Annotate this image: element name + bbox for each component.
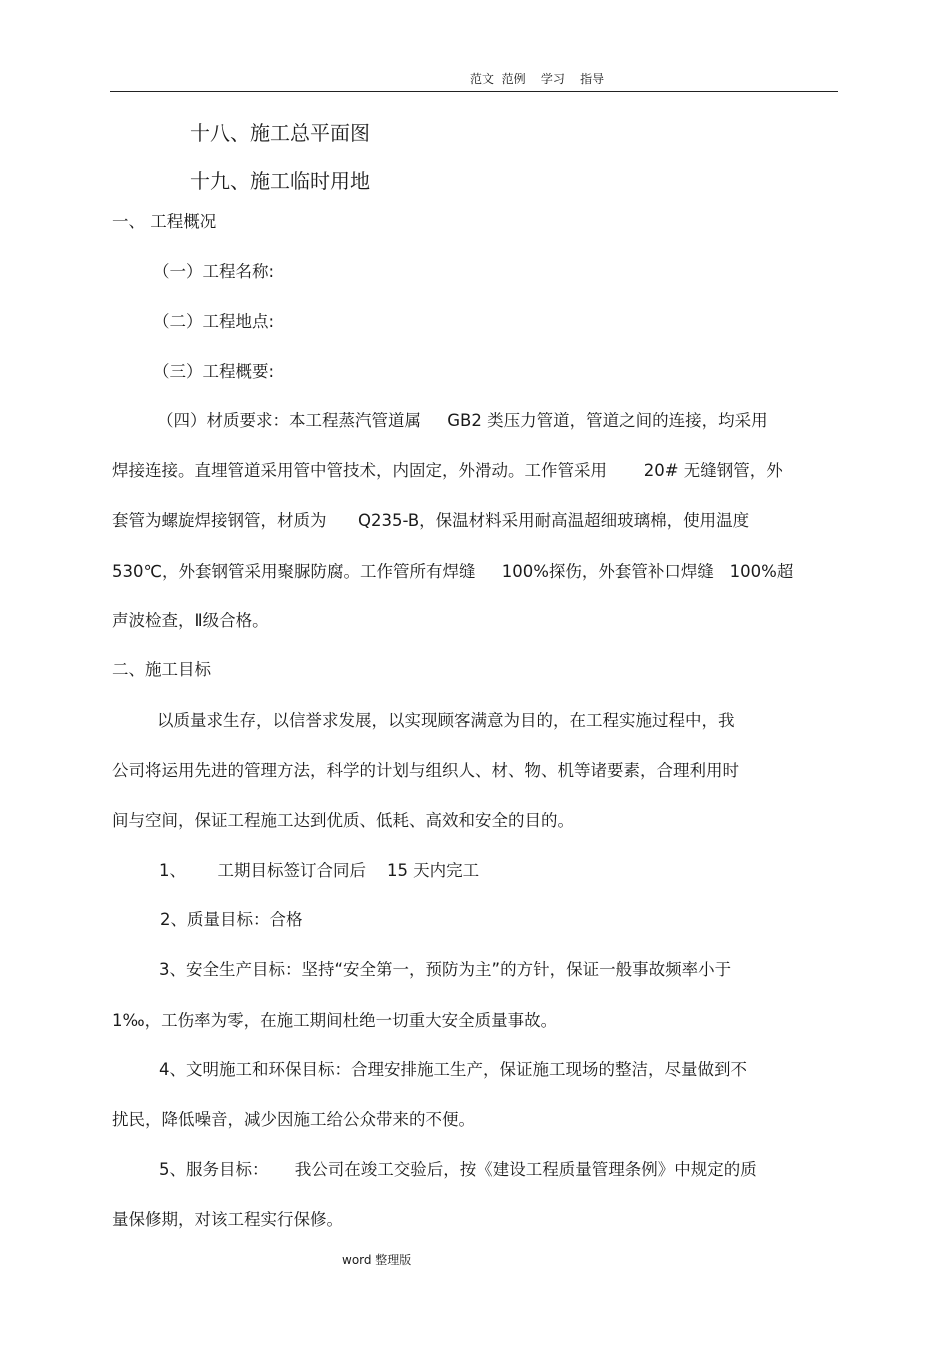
material-para-line: （四）材质要求：本工程蒸汽管道属 GB2 类压力管道，管道之间的连接，均采用: [157, 411, 768, 430]
service-goal-line: 量保修期，对该工程实行保修。: [112, 1210, 343, 1229]
page-footer: word 整理版: [342, 1253, 412, 1267]
material-para-line: 套管为螺旋焊接钢管，材质为 Q235-B，保温材料采用耐高温超细玻璃棉，使用温度: [112, 511, 750, 530]
section-heading-overview: 一、 工程概况: [112, 212, 217, 231]
material-para-line: 声波检查，Ⅱ级合格。: [112, 611, 269, 630]
project-summary-line: （三）工程概要:: [153, 362, 275, 381]
goals-intro-line: 以质量求生存，以信誉求发展，以实现顾客满意为目的，在工程实施过程中，我: [157, 711, 735, 730]
toc-item-19: 十九、施工临时用地: [190, 169, 370, 193]
goals-intro-line: 间与空间，保证工程施工达到优质、低耗、高效和安全的目的。: [112, 811, 574, 830]
project-location-line: （二）工程地点:: [153, 312, 275, 331]
service-goal-line: 5、服务目标： 我公司在竣工交验后，按《建设工程质量管理条例》中规定的质: [159, 1160, 757, 1179]
toc-item-18: 十八、施工总平面图: [190, 121, 370, 145]
project-name-line: （一）工程名称:: [153, 262, 275, 281]
safety-goal-line: 1‰，工伤率为零，在施工期间杜绝一切重大安全质量事故。: [112, 1011, 558, 1030]
environment-goal-line: 4、文明施工和环保目标：合理安排施工生产，保证施工现场的整洁，尽量做到不: [159, 1060, 747, 1079]
goals-intro-line: 公司将运用先进的管理方法，科学的计划与组织人、材、物、机等诸要素，合理利用时: [112, 761, 739, 780]
schedule-goal: 1、 工期目标签订合同后 15 天内完工: [159, 861, 480, 880]
safety-goal-line: 3、安全生产目标：坚持“安全第一，预防为主”的方针，保证一般事故频率小于: [159, 960, 732, 979]
page-header: 范文 范例 学习 指导: [470, 72, 605, 86]
environment-goal-line: 扰民，降低噪音，减少因施工给公众带来的不便。: [112, 1110, 475, 1129]
header-rule: [110, 91, 838, 92]
material-para-line: 530℃，外套钢管采用聚脲防腐。工作管所有焊缝 100%探伤，外套管补口焊缝 100%超: [112, 562, 794, 581]
quality-goal: 2、质量目标：合格: [160, 910, 303, 929]
material-para-line: 焊接连接。直埋管道采用管中管技术，内固定，外滑动。工作管采用 20# 无缝钢管，外: [112, 461, 783, 480]
section-heading-goals: 二、施工目标: [112, 660, 211, 679]
